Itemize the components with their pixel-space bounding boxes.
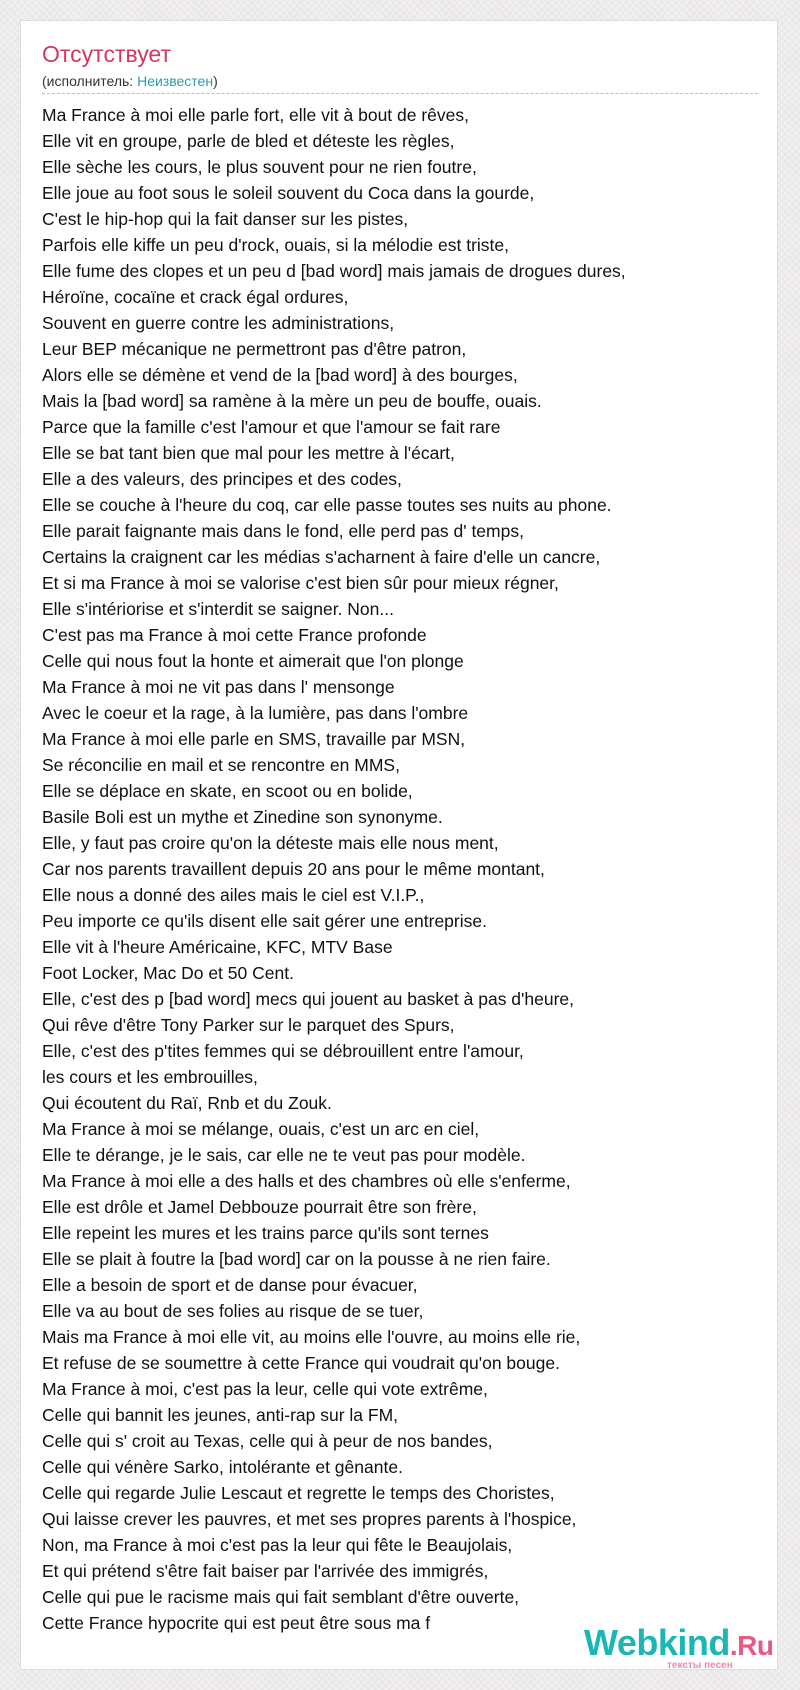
lyric-line: Héroïne, cocaïne et crack égal ordures, — [42, 287, 349, 307]
lyric-line: Elle joue au foot sous le soleil souvent du Coca dans la gourde, — [42, 183, 535, 203]
lyric-line: Elle se plait à foutre la [bad word] car on la pousse à ne rien faire. — [42, 1249, 551, 1269]
lyric-line: Parce que la famille c'est l'amour et que l'amour se fait rare — [42, 417, 501, 437]
lyric-line: Basile Boli est un mythe et Zinedine son synonyme. — [42, 807, 443, 827]
lyric-line: Cette France hypocrite qui est peut être sous ma f — [42, 1613, 431, 1633]
lyric-line: Ma France à moi elle a des halls et des chambres où elle s'enferme, — [42, 1171, 571, 1191]
webkind-watermark[interactable] — [584, 1622, 778, 1670]
lyric-line: Ma France à moi, c'est pas la leur, celle qui vote extrême, — [42, 1379, 488, 1399]
lyric-line: Leur BEP mécanique ne permettront pas d'être patron, — [42, 339, 467, 359]
lyric-line: Elle te dérange, je le sais, car elle ne te veut pas pour modèle. — [42, 1145, 526, 1165]
lyric-line: Qui écoutent du Raï, Rnb et du Zouk. — [42, 1093, 332, 1113]
lyric-line: Alors elle se démène et vend de la [bad word] à des bourges, — [42, 365, 518, 385]
lyric-line: Elle fume des clopes et un peu d [bad word] mais jamais de drogues dures, — [42, 261, 626, 281]
lyric-line: Elle parait faignante mais dans le fond, elle perd pas d' temps, — [42, 521, 524, 541]
lyric-line: Elle s'intériorise et s'interdit se saigner. Non... — [42, 599, 394, 619]
lyric-line: Celle qui vénère Sarko, intolérante et gênante. — [42, 1457, 403, 1477]
lyric-line: Et refuse de se soumettre à cette France qui voudrait qu'on bouge. — [42, 1353, 560, 1373]
webkind-logo-tld: .Ru — [729, 1630, 774, 1661]
lyric-line: Ma France à moi se mélange, ouais, c'est un arc en ciel, — [42, 1119, 480, 1139]
song-title: Отсутствует — [42, 41, 171, 67]
lyric-line: Celle qui regarde Julie Lescaut et regrette le temps des Choristes, — [42, 1483, 555, 1503]
artist-link[interactable]: Неизвестен — [137, 73, 214, 89]
lyric-line: Qui laisse crever les pauvres, et met ses propres parents à l'hospice, — [42, 1509, 577, 1529]
webkind-logo-name: Webkind — [584, 1622, 730, 1663]
header-divider — [42, 93, 758, 94]
lyric-line: Se réconcilie en mail et se rencontre en MMS, — [42, 755, 400, 775]
lyric-line: Elle vit en groupe, parle de bled et déteste les règles, — [42, 131, 455, 151]
lyric-line: Ma France à moi elle parle en SMS, travaille par MSN, — [42, 729, 466, 749]
lyric-line: Foot Locker, Mac Do et 50 Cent. — [42, 963, 294, 983]
lyric-line: Elle sèche les cours, le plus souvent pour ne rien foutre, — [42, 157, 477, 177]
lyric-line: Parfois elle kiffe un peu d'rock, ouais, si la mélodie est triste, — [42, 235, 509, 255]
lyrics-text — [42, 102, 762, 1636]
lyric-line: Elle a besoin de sport et de danse pour évacuer, — [42, 1275, 418, 1295]
lyric-line: Elle a des valeurs, des principes et des codes, — [42, 469, 402, 489]
lyric-line: C'est le hip-hop qui la fait danser sur les pistes, — [42, 209, 409, 229]
lyric-line: Elle va au bout de ses folies au risque de se tuer, — [42, 1301, 424, 1321]
artist-prefix: (исполнитель: — [42, 73, 138, 89]
lyric-line: Ma France à moi elle parle fort, elle vit à bout de rêves, — [42, 105, 470, 125]
lyric-line: Elle se couche à l'heure du coq, car elle passe toutes ses nuits au phone. — [42, 495, 612, 515]
lyric-line: Celle qui s' croit au Texas, celle qui à peur de nos bandes, — [42, 1431, 493, 1451]
lyric-line: Souvent en guerre contre les administrations, — [42, 313, 395, 333]
artist-suffix: ) — [213, 73, 218, 89]
lyric-line: Qui rêve d'être Tony Parker sur le parquet des Spurs, — [42, 1015, 455, 1035]
lyric-line: Non, ma France à moi c'est pas la leur qui fête le Beaujolais, — [42, 1535, 513, 1555]
lyric-line: Elle repeint les mures et les trains parce qu'ils sont ternes — [42, 1223, 489, 1243]
lyric-line: Et qui prétend s'être fait baiser par l'arrivée des immigrés, — [42, 1561, 489, 1581]
lyric-line: Et si ma France à moi se valorise c'est bien sûr pour mieux régner, — [42, 573, 559, 593]
lyric-line: Elle, y faut pas croire qu'on la déteste mais elle nous ment, — [42, 833, 499, 853]
lyric-line: Elle, c'est des p'tites femmes qui se débrouillent entre l'amour, — [42, 1041, 524, 1061]
webkind-tagline: тексты песен — [667, 1660, 733, 1670]
lyric-line: Mais ma France à moi elle vit, au moins elle l'ouvre, au moins elle rie, — [42, 1327, 581, 1347]
lyric-line: Elle nous a donné des ailes mais le ciel est V.I.P., — [42, 885, 425, 905]
lyric-line: Car nos parents travaillent depuis 20 ans pour le même montant, — [42, 859, 545, 879]
lyric-line: Elle est drôle et Jamel Debbouze pourrait être son frère, — [42, 1197, 477, 1217]
lyric-line: Celle qui pue le racisme mais qui fait semblant d'être ouverte, — [42, 1587, 520, 1607]
lyrics-card — [20, 20, 778, 1670]
lyric-line: Elle vit à l'heure Américaine, KFC, MTV Base — [42, 937, 393, 957]
lyric-line: Mais la [bad word] sa ramène à la mère un peu de bouffe, ouais. — [42, 391, 542, 411]
lyric-line: Celle qui bannit les jeunes, anti-rap sur la FM, — [42, 1405, 399, 1425]
lyric-line: Elle se déplace en skate, en scoot ou en bolide, — [42, 781, 413, 801]
lyric-line: Elle se bat tant bien que mal pour les mettre à l'écart, — [42, 443, 455, 463]
lyric-line: les cours et les embrouilles, — [42, 1067, 258, 1087]
webkind-logo — [584, 1622, 774, 1663]
lyric-line: Peu importe ce qu'ils disent elle sait gérer une entreprise. — [42, 911, 487, 931]
lyric-line: Elle, c'est des p [bad word] mecs qui jouent au basket à pas d'heure, — [42, 989, 574, 1009]
artist-line — [42, 74, 218, 88]
lyric-line: Certains la craignent car les médias s'acharnent à faire d'elle un cancre, — [42, 547, 601, 567]
lyric-line: Ma France à moi ne vit pas dans l' mensonge — [42, 677, 395, 697]
lyric-line: Celle qui nous fout la honte et aimerait que l'on plonge — [42, 651, 464, 671]
lyric-line: Avec le coeur et la rage, à la lumière, pas dans l'ombre — [42, 703, 469, 723]
lyric-line: C'est pas ma France à moi cette France profonde — [42, 625, 427, 645]
